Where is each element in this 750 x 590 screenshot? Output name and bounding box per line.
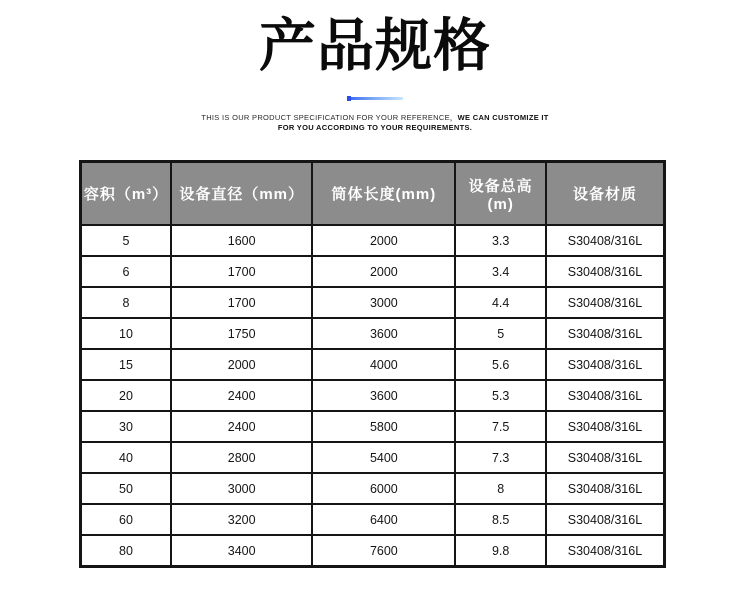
table-row <box>81 473 665 504</box>
table-cell: 40 <box>81 442 172 473</box>
table-cell: S30408/316L <box>546 380 665 411</box>
table-cell: 3000 <box>312 287 455 318</box>
title-underline <box>347 97 403 100</box>
table-row <box>81 225 665 256</box>
table-cell: 5 <box>81 225 172 256</box>
table-cell: 20 <box>81 380 172 411</box>
table-cell: 5.3 <box>455 380 546 411</box>
table-cell: 3600 <box>312 318 455 349</box>
table-cell: 1700 <box>171 256 312 287</box>
table-cell: 5.6 <box>455 349 546 380</box>
table-row <box>81 318 665 349</box>
table-cell: S30408/316L <box>546 318 665 349</box>
table-row <box>81 442 665 473</box>
table-cell: 7.5 <box>455 411 546 442</box>
subtitle-line2: FOR YOU ACCORDING TO YOUR REQUIREMENTS. <box>277 123 473 132</box>
table-row <box>81 349 665 380</box>
table-cell: 2400 <box>171 411 312 442</box>
header-row <box>81 162 665 226</box>
table-cell: 3.3 <box>455 225 546 256</box>
spec-table <box>79 160 666 568</box>
table-row <box>81 411 665 442</box>
table-cell: 7600 <box>312 535 455 567</box>
table-cell: 5800 <box>312 411 455 442</box>
page-title: 产品规格 <box>259 14 491 78</box>
table-cell: 5 <box>455 318 546 349</box>
table-cell: 3000 <box>171 473 312 504</box>
subtitle-line1-bold: WE CAN CUSTOMIZE IT <box>457 113 549 122</box>
table-cell: 6 <box>81 256 172 287</box>
table-cell: 4.4 <box>455 287 546 318</box>
table-cell: 1700 <box>171 287 312 318</box>
table-cell: S30408/316L <box>546 225 665 256</box>
table-row <box>81 380 665 411</box>
table-cell: 9.8 <box>455 535 546 567</box>
table-cell: 5400 <box>312 442 455 473</box>
column-header: 筒体长度(mm) <box>312 162 455 226</box>
table-cell: 3.4 <box>455 256 546 287</box>
column-header: 设备总高(m) <box>455 162 546 226</box>
table-cell: S30408/316L <box>546 473 665 504</box>
table-cell: 3600 <box>312 380 455 411</box>
table-cell: S30408/316L <box>546 256 665 287</box>
table-row <box>81 504 665 535</box>
table-cell: 3400 <box>171 535 312 567</box>
table-cell: 15 <box>81 349 172 380</box>
table-cell: 2800 <box>171 442 312 473</box>
table-cell: 6000 <box>312 473 455 504</box>
table-row <box>81 256 665 287</box>
table-cell: S30408/316L <box>546 535 665 567</box>
table-row <box>81 535 665 567</box>
table-cell: 6400 <box>312 504 455 535</box>
subtitle-line1-regular: THIS IS OUR PRODUCT SPECIFICATION FOR YOUR REFERENCE， <box>201 113 458 122</box>
table-cell: S30408/316L <box>546 442 665 473</box>
table-cell: 80 <box>81 535 172 567</box>
spec-table-body <box>81 225 665 567</box>
table-cell: S30408/316L <box>546 411 665 442</box>
table-cell: 8 <box>455 473 546 504</box>
table-cell: 1600 <box>171 225 312 256</box>
table-cell: 2000 <box>312 225 455 256</box>
table-cell: 2400 <box>171 380 312 411</box>
table-cell: 50 <box>81 473 172 504</box>
table-cell: S30408/316L <box>546 504 665 535</box>
column-header: 容积（m³） <box>81 162 172 226</box>
subtitle <box>0 113 750 133</box>
table-cell: 4000 <box>312 349 455 380</box>
table-cell: 2000 <box>171 349 312 380</box>
underline-end-cap <box>347 96 351 101</box>
table-cell: 60 <box>81 504 172 535</box>
table-cell: 8 <box>81 287 172 318</box>
table-cell: 7.3 <box>455 442 546 473</box>
table-cell: 30 <box>81 411 172 442</box>
table-cell: 10 <box>81 318 172 349</box>
column-header: 设备材质 <box>546 162 665 226</box>
table-cell: 8.5 <box>455 504 546 535</box>
column-header: 设备直径（mm） <box>171 162 312 226</box>
table-cell: 1750 <box>171 318 312 349</box>
table-cell: 2000 <box>312 256 455 287</box>
table-cell: S30408/316L <box>546 287 665 318</box>
table-cell: S30408/316L <box>546 349 665 380</box>
spec-table-head <box>81 162 665 226</box>
table-cell: 3200 <box>171 504 312 535</box>
table-row <box>81 287 665 318</box>
